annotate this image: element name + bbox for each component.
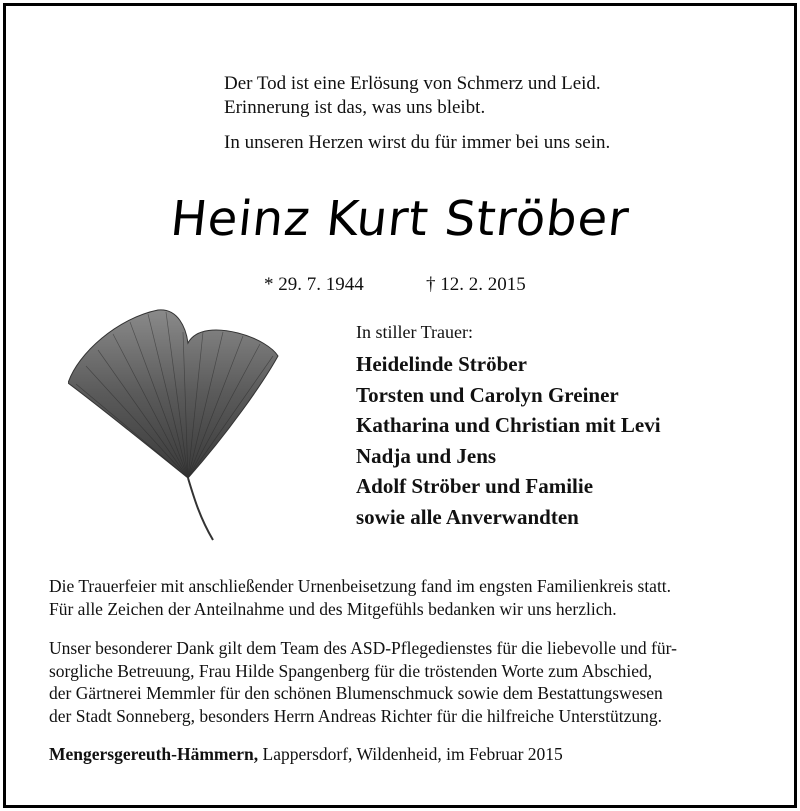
mourner-name: Torsten und Carolyn Greiner (356, 382, 619, 407)
mourner-name: Adolf Ströber und Familie (356, 474, 594, 498)
mourner-name: Katharina und Christian mit Levi (356, 413, 661, 437)
closing-place: Mengersgereuth-Hämmern, (49, 744, 259, 764)
birth-date: * 29. 7. 1944 (264, 274, 364, 295)
obituary-notice (3, 3, 797, 808)
mourning-intro: In stiller Trauer: (356, 322, 473, 342)
thanks-line: der Gärtnerei Memmler für den schönen Blumenschmuck sowie dem Bestattungswesen (49, 683, 663, 703)
notice-line: Für alle Zeichen der Anteilnahme und des Mitgefühls bedanken wir uns herzlich. (49, 598, 617, 619)
thanks-line: der Stadt Sonneberg, besonders Herrn Andreas Richter für die hilfreiche Unterstützung. (49, 705, 662, 726)
death-date: † 12. 2. 2015 (426, 274, 526, 295)
verse-line-2: Erinnerung ist das, was uns bleibt. (224, 97, 486, 118)
mourner-name: Nadja und Jens (356, 443, 497, 468)
thanks-line: sorgliche Betreuung, Frau Hilde Spangenberg für die tröstenden Worte zum Abschied, (49, 660, 653, 681)
verse-line-3: In unseren Herzen wirst du für immer bei uns sein. (224, 132, 611, 153)
mourner-name: sowie alle Anverwandten (356, 504, 579, 529)
closing-rest: Lappersdorf, Wildenheid, im Februar 2015 (258, 744, 563, 764)
verse-line-1: Der Tod ist eine Erlösung von Schmerz und Leid. (224, 73, 601, 94)
thanks-paragraph (49, 637, 677, 727)
thanks-line: Unser besonderer Dank gilt dem Team des ASD-Pflegedienstes für die liebevolle und für- (49, 638, 677, 658)
deceased-name: Heinz Kurt Ströber (167, 191, 633, 247)
notice-line: Die Trauerfeier mit anschließender Urnenbeisetzung fand im engsten Familienkreis statt. (49, 576, 672, 596)
funeral-notice (49, 575, 671, 620)
mourner-name: Heidelinde Ströber (356, 352, 527, 376)
closing-line (49, 744, 563, 765)
mourners-list (356, 349, 661, 532)
ginkgo-leaf-icon (68, 308, 283, 543)
